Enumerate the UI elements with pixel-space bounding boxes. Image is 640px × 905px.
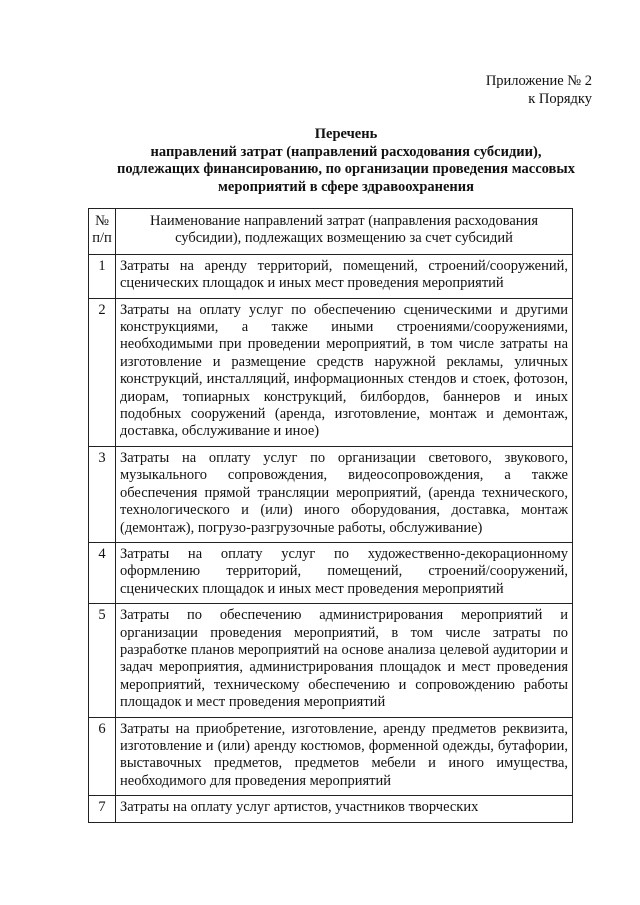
table-row [89,298,573,446]
document-title [96,126,596,196]
header-number: № п/п [89,209,116,255]
row-text: Затраты на аренду территорий, помещений, строений/сооружений, сценических площадок и иных мест проведения мероприятий [116,254,573,298]
row-number: 7 [89,796,116,822]
annex-reference [486,72,592,108]
row-text: Затраты на оплату услуг артистов, участников творческих [116,796,573,822]
row-text: Затраты по обеспечению администрирования мероприятий и организации проведения мероприятий, в том числе затраты по разработке планов мероприятий на основе анализа целевой аудитории и задач мероприятия, администрирования площадок и мест проведения мероприятий, техническому обеспечению и сопровождению работы площадок и мест проведения мероприятий [116,604,573,717]
table-row [89,604,573,717]
table-row [89,446,573,542]
row-number: 5 [89,604,116,717]
row-number: 2 [89,298,116,446]
table-row [89,717,573,796]
title-line-2: направлений затрат (направлений расходования субсидии), [150,143,542,160]
title-line-3: подлежащих финансированию, по организации проведения массовых [117,161,575,177]
row-number: 1 [89,254,116,298]
row-text: Затраты на оплату услуг по организации светового, звукового, музыкального сопровождения, видеосопровождения, а также обеспечения прямой трансляции мероприятий, (аренда технического, технологического и (или) иного оборудования, доставка, монтаж (демонтаж), погрузо-разгрузочные работы, обслуживание) [116,446,573,542]
row-text: Затраты на оплату услуг по художественно-декорационному оформлению территорий, помещений, строений/сооружений, сценических площадок и иных мест проведения мероприятий [116,542,573,603]
table-row [89,254,573,298]
row-number: 3 [89,446,116,542]
annex-order-ref: к Порядку [528,91,592,107]
table-header-row [89,209,573,255]
table-row [89,542,573,603]
annex-number: Приложение № 2 [485,73,592,89]
row-number: 4 [89,542,116,603]
title-line-1: Перечень [314,126,378,142]
row-text: Затраты на оплату услуг по обеспечению сценическими и другими конструкциями, а также иными строениями/сооружениями, необходимыми при проведении мероприятий, в том числе затраты на изготовление и размещение средств наружной рекламы, уличных конструкций, инсталляций, информационных стендов и стоек, фотозон, диорам, топиарных конструкций, билбордов, баннеров и иных подобных сооружений (аренда, изготовление, монтаж и демонтаж, доставка, обслуживание и иное) [116,298,573,446]
header-name: Наименование направлений затрат (направления расходования субсидии), подлежащих возмещению за счет субсидий [116,209,573,255]
expense-directions-table [88,208,573,823]
row-text: Затраты на приобретение, изготовление, аренду предметов реквизита, изготовление и (или) аренду костюмов, форменной одежды, бутафории, выставочных предметов, предметов мебели и иного имущества, необходимого для проведения мероприятий [116,717,573,796]
table-row [89,796,573,822]
row-number: 6 [89,717,116,796]
title-line-4: мероприятий в сфере здравоохранения [218,178,474,195]
